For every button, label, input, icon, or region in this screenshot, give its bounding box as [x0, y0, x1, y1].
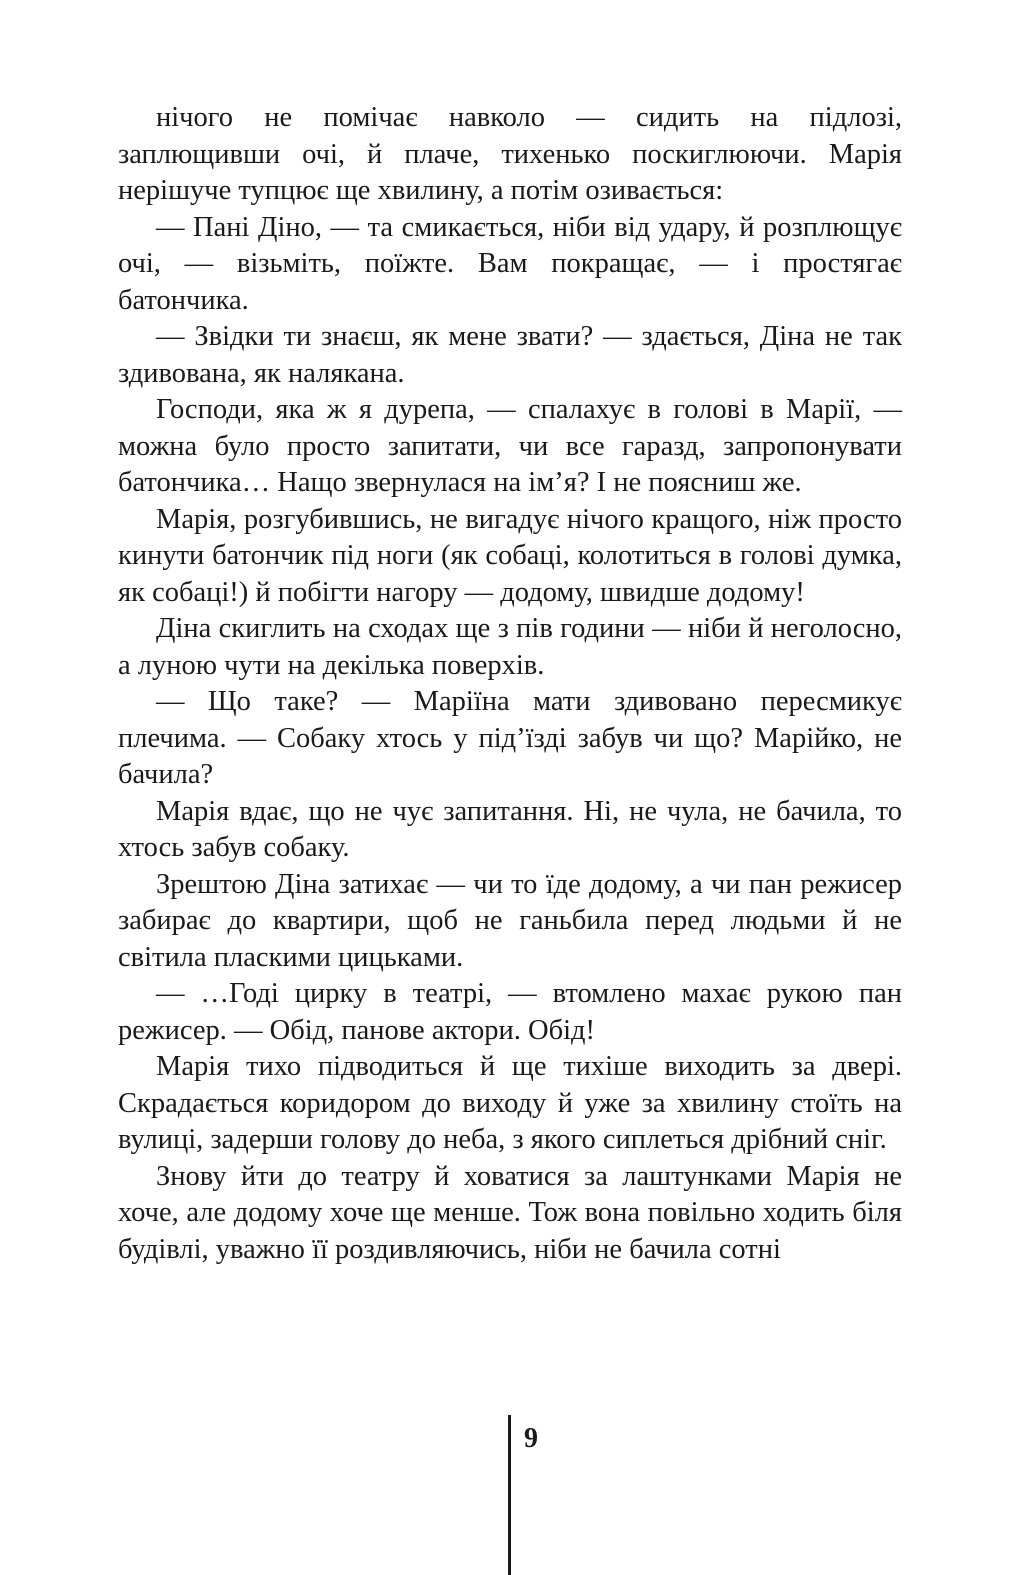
paragraph-6: Діна скиглить на сходах ще з пів години — ніби й неголосно, а луною чути на декілька поверхів. — [118, 613, 902, 681]
paragraph-7: — Що таке? — Маріїна мати здивовано пересмикує плечима. — Собаку хтось у під’їзді забув чи що? Марійко, не бачила? — [118, 686, 902, 790]
paragraph-1: нічого не помічає навколо — сидить на підлозі, заплющивши очі, й плаче, тихенько поскиглюючи. Марія нерішуче тупцює ще хвилину, а потім озивається: — [118, 102, 902, 206]
paragraph-5: Марія, розгубившись, не вигадує нічого кращого, ніж просто кинути батончик під ноги (як собаці, колотиться в голові думка, як собаці!) й побігти нагору — додому, швидше додому! — [118, 503, 902, 608]
page-number-divider — [508, 1415, 511, 1575]
paragraph-12: Знову йти до театру й ховатися за лаштунками Марія не хоче, але додому хоче ще менше. Тож вона повільно ходить біля будівлі, уважно її роздивляючись, ніби не бачила сотні — [118, 1160, 902, 1265]
paragraph-9: Зрештою Діна затихає — чи то їде додому, а чи пан режисер забирає до квартири, щоб не ганьбила перед людьми й не світила пласкими цицьками. — [118, 868, 902, 973]
paragraph-2: — Пані Діно, — та смикається, ніби від удару, й розплющує очі, — візьміть, поїжте. Вам покращає, — і простягає батончика. — [118, 211, 902, 316]
paragraph-11: Марія тихо підводиться й ще тихіше виходить за двері. Скрадається коридором до виходу й уже за хвилину стоїть на вулиці, задерши голову до неба, з якого сиплеться дрібний сніг. — [118, 1051, 902, 1155]
page-number: 9 — [524, 1423, 538, 1454]
body-text — [118, 100, 902, 1268]
paragraph-4: Господи, яка ж я дурепа, — спалахує в голові в Марії, — можна було просто запитати, чи все гаразд, запропонувати батончика… Нащо звернулася на ім’я? І не поясниш же. — [118, 394, 902, 498]
paragraph-3: — Звідки ти знаєш, як мене звати? — здається, Діна не так здивована, як налякана. — [118, 321, 902, 389]
paragraph-10: — …Годі цирку в театрі, — втомлено махає рукою пан режисер. — Обід, панове актори. Обід! — [118, 978, 902, 1046]
paragraph-8: Марія вдає, що не чує запитання. Ні, не чула, не бачила, то хтось забув собаку. — [118, 795, 902, 863]
